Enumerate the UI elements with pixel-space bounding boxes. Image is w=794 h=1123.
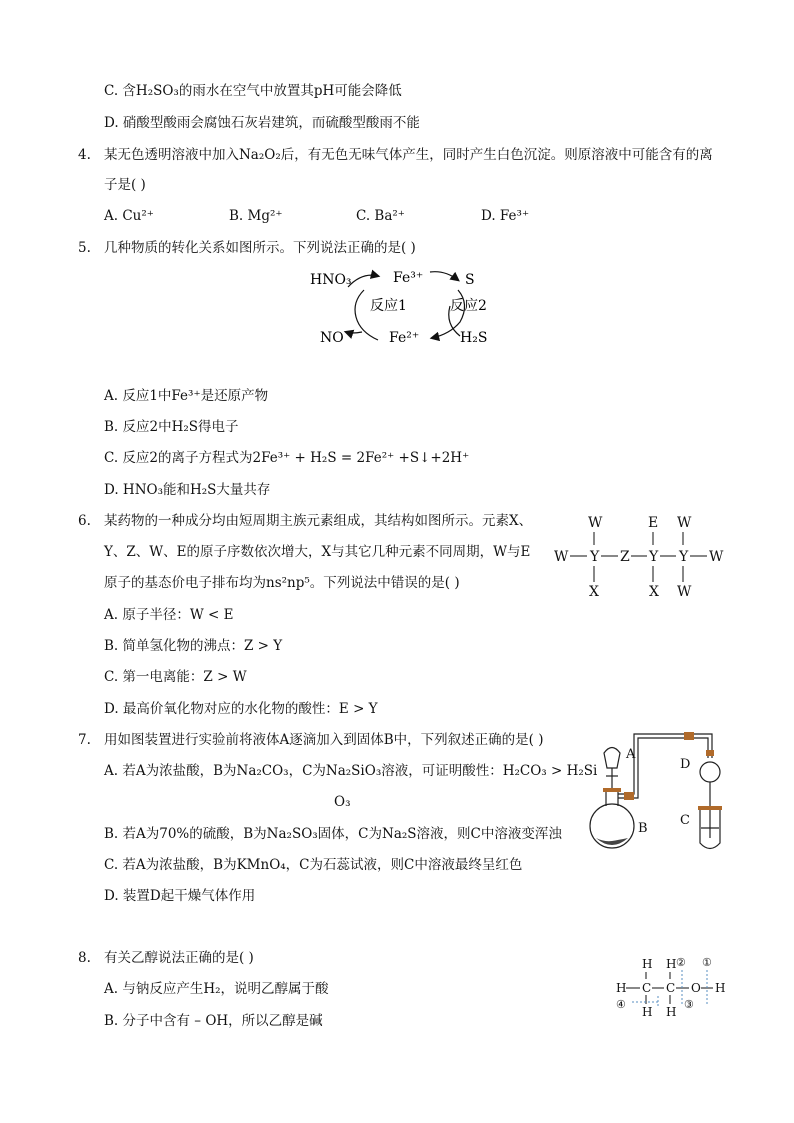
- q6-atom-x2: X: [649, 584, 659, 600]
- q7-apparatus-diagram: [588, 728, 738, 858]
- q8-option-b: B. 分子中含有 – OH，所以乙醇是碱: [104, 1013, 323, 1029]
- q6-option-c: C. 第一电离能：Z > W: [104, 669, 247, 685]
- q5-label-s: S: [465, 272, 475, 288]
- q7-number: 7.: [78, 732, 91, 748]
- q6-stem-line1: 某药物的一种成分均由短周期主族元素组成，其结构如图所示。元素X、: [104, 513, 533, 529]
- q6-atom-y2: Y: [649, 549, 659, 565]
- q7-stem: 用如图装置进行实验前将液体A逐滴加入到固体B中，下列叙述正确的是( ): [104, 732, 544, 748]
- q5-label-reaction1: 反应1: [370, 298, 407, 314]
- q8-bond-label-3: ③: [684, 998, 694, 1011]
- q6-atom-w-bottom: W: [677, 584, 692, 600]
- q5-arrow-s-out: [430, 272, 458, 280]
- q5-stem: 几种物质的转化关系如图所示。下列说法正确的是( ): [104, 240, 416, 256]
- q4-option-d: D. Fe³⁺: [481, 208, 530, 224]
- q5-arrow-no-out: [346, 332, 362, 333]
- q8-ethanol-structure: [612, 950, 730, 1022]
- q4-option-a: A. Cu²⁺: [104, 208, 154, 224]
- q5-label-fe2: Fe²⁺: [389, 330, 420, 346]
- q8-atom-c1: C: [642, 981, 652, 995]
- q6-atom-z: Z: [620, 549, 630, 565]
- q5-label-hno3: HNO₃: [310, 272, 352, 288]
- q5-label-reaction2: 反应2: [450, 298, 487, 314]
- q7-option-a-line2: O₃: [334, 794, 351, 810]
- q7-option-d: D. 装置D起干燥气体作用: [104, 888, 256, 904]
- q4-option-c: C. Ba²⁺: [356, 208, 405, 224]
- q3-option-d: D. 硝酸型酸雨会腐蚀石灰岩建筑，而硫酸型酸雨不能: [104, 115, 420, 131]
- q7-option-c: C. 若A为浓盐酸，B为KMnO₄，C为石蕊试液，则C中溶液最终呈红色: [104, 857, 523, 873]
- q6-stem-line2: Y、Z、W、E的原子序数依次增大，X与其它几种元素不同周期，W与E: [104, 544, 531, 560]
- q4-option-b: B. Mg²⁺: [229, 208, 283, 224]
- q5-redox-cycle-diagram: [300, 262, 510, 354]
- q7-label-b: B: [638, 821, 648, 836]
- q5-label-fe3: Fe³⁺: [393, 270, 424, 286]
- q8-atom-h-top2: H: [666, 957, 677, 971]
- q6-atom-e-top: E: [648, 515, 659, 531]
- q4-stem-line2: 子是( ): [104, 177, 146, 193]
- q3-option-c: C. 含H₂SO₃的雨水在空气中放置其pH可能会降低: [104, 83, 402, 99]
- q8-number: 8.: [78, 950, 91, 966]
- q5-number: 5.: [78, 240, 91, 256]
- q7-label-d: D: [680, 757, 691, 772]
- q7-label-a: A: [626, 747, 636, 762]
- q6-stem-line3: 原子的基态价电子排布均为ns²np⁵。下列说法中错误的是( ): [104, 575, 460, 591]
- q5-arrow-hno3-in: [348, 275, 378, 287]
- q8-option-a: A. 与钠反应产生H₂，说明乙醇属于酸: [104, 981, 329, 997]
- q8-atom-h-right: H: [715, 981, 726, 995]
- q8-atom-h-bottom2: H: [666, 1005, 677, 1019]
- q8-atom-o: O: [691, 981, 701, 995]
- q6-atom-w-top2: W: [677, 515, 692, 531]
- q6-atom-w-left: W: [554, 549, 569, 565]
- q4-stem-line1: 某无色透明溶液中加入Na₂O₂后，有无色无味气体产生，同时产生白色沉淀。则原溶液中可能含有的离: [104, 147, 713, 163]
- q6-atom-y1: Y: [590, 549, 600, 565]
- q8-bond-label-1: ①: [702, 956, 712, 969]
- q8-stem: 有关乙醇说法正确的是( ): [104, 950, 254, 966]
- q6-number: 6.: [78, 513, 91, 529]
- q8-atom-h-top1: H: [642, 957, 653, 971]
- q6-structure-diagram: [552, 510, 732, 602]
- q5-option-a: A. 反应1中Fe³⁺是还原产物: [104, 388, 269, 404]
- q5-option-b: B. 反应2中H₂S得电子: [104, 419, 239, 435]
- q6-atom-y3: Y: [679, 549, 689, 565]
- q6-option-b: B. 简单氢化物的沸点：Z > Y: [104, 638, 283, 654]
- q6-atom-w-right: W: [709, 549, 724, 565]
- q8-bond-label-4: ④: [616, 998, 626, 1011]
- q6-option-d: D. 最高价氧化物对应的水化物的酸性：E > Y: [104, 701, 378, 717]
- q7-option-a-line1: A. 若A为浓盐酸，B为Na₂CO₃，C为Na₂SiO₃溶液，可证明酸性：H₂CO₃ > H₂Si: [104, 763, 598, 779]
- q6-option-a: A. 原子半径：W < E: [104, 607, 234, 623]
- q5-option-c: C. 反应2的离子方程式为2Fe³⁺ + H₂S = 2Fe²⁺ +S↓+2H⁺: [104, 450, 470, 466]
- q5-option-d: D. HNO₃能和H₂S大量共存: [104, 482, 271, 498]
- q4-number: 4.: [78, 147, 91, 163]
- q8-atom-c2: C: [666, 981, 676, 995]
- q8-atom-h-bottom1: H: [642, 1005, 653, 1019]
- q7-solid-b: [596, 838, 628, 845]
- q7-label-c: C: [680, 813, 690, 828]
- q5-label-no: NO: [320, 330, 344, 346]
- q8-atom-h-left: H: [616, 981, 627, 995]
- q8-bond-label-2: ②: [676, 956, 686, 969]
- q5-label-h2s: H₂S: [460, 330, 488, 346]
- q7-option-b: B. 若A为70%的硫酸，B为Na₂SO₃固体，C为Na₂S溶液，则C中溶液变浑浊: [104, 826, 562, 842]
- q6-atom-w-top1: W: [588, 515, 603, 531]
- q6-atom-x1: X: [589, 584, 599, 600]
